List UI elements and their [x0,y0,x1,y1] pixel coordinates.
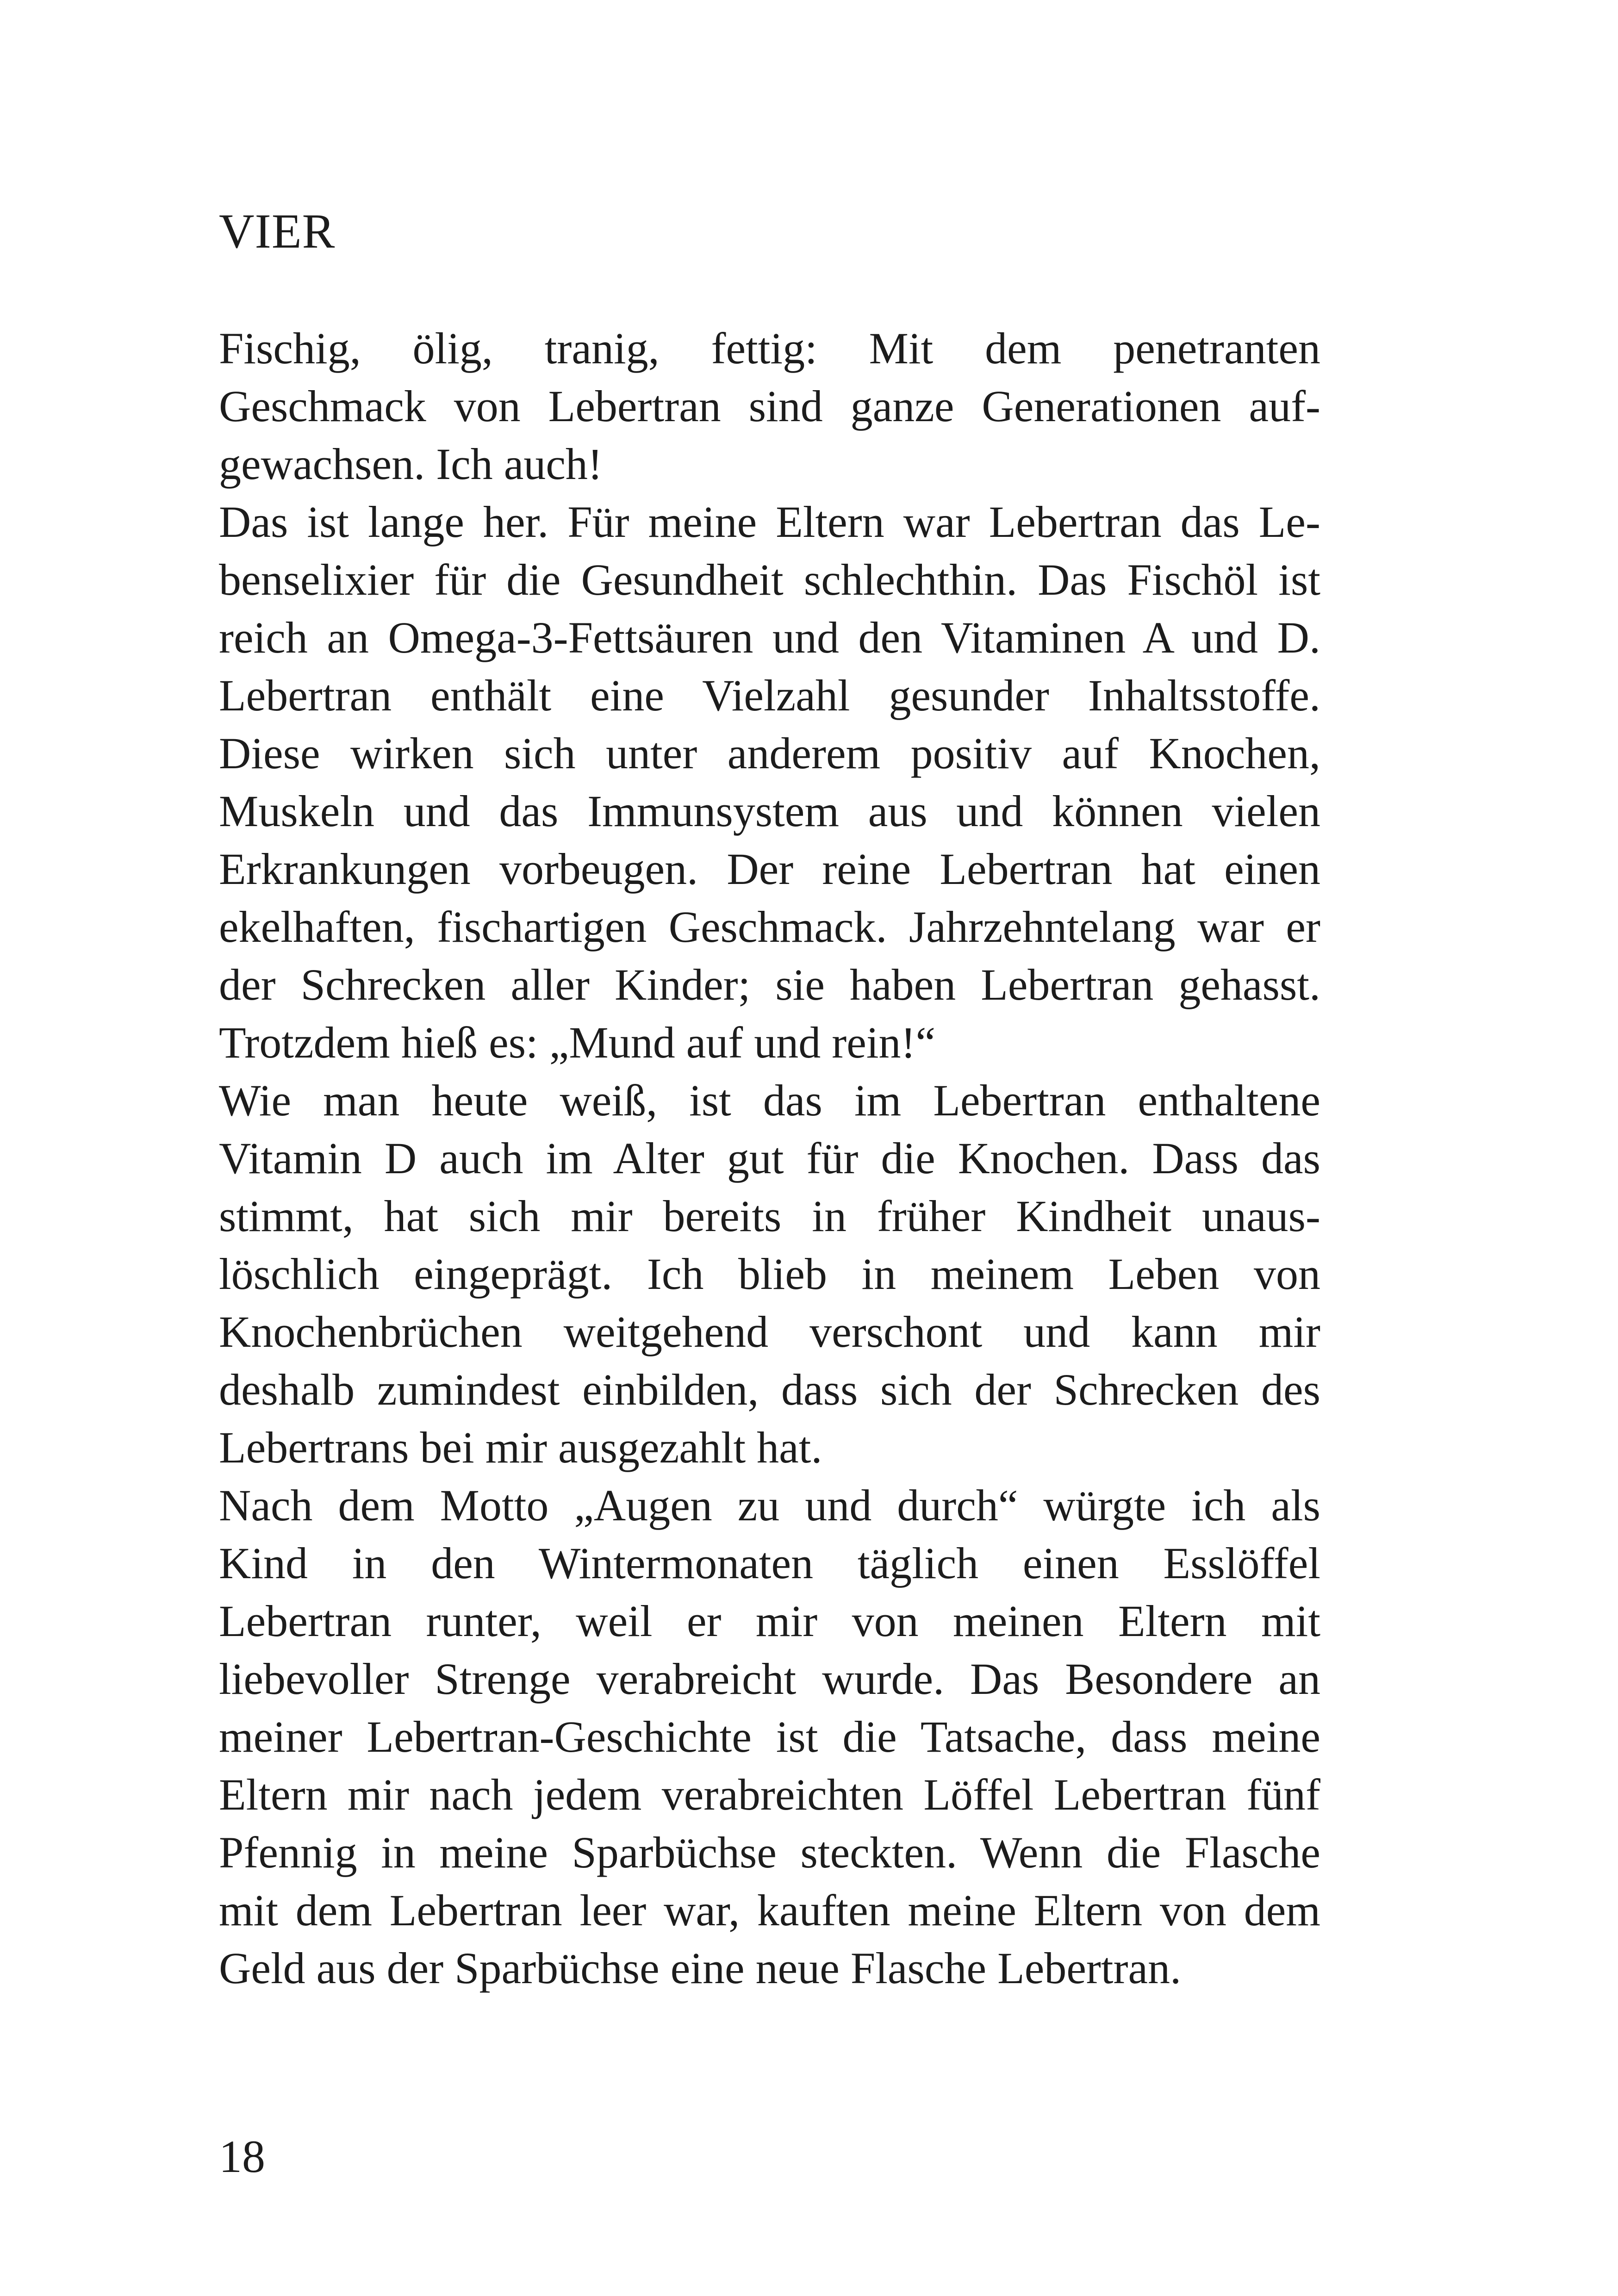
text-line: Wie man heute weiß, ist das im Lebertran enthaltene [219,1076,1320,1125]
text-line: Nach dem Motto „Augen zu und durch“ würgte ich als [219,1481,1320,1530]
page-number: 18 [219,2131,265,2182]
text-line: liebevoller Strenge verabreicht wurde. Das Besondere an [219,1654,1320,1704]
text-line: Trotzdem hieß es: „Mund auf und rein!“ [219,1018,936,1067]
text-line: Lebertrans bei mir ausgezahlt hat. [219,1423,822,1472]
text-line: meiner Lebertran-Geschichte ist die Tatsache, dass meine [219,1712,1320,1761]
text-line: benselixier für die Gesundheit schlechthin. Das Fischöl ist [219,555,1320,604]
text-line: Muskeln und das Immunsystem aus und können vielen [219,786,1320,836]
text-line: mit dem Lebertran leer war, kauften meine Eltern von dem [219,1885,1320,1935]
text-line: Vitamin D auch im Alter gut für die Knochen. Dass das [219,1133,1320,1183]
text-line: Fischig, ölig, tranig, fettig: Mit dem penetranten [219,324,1320,373]
text-line: stimmt, hat sich mir bereits in früher Kindheit unaus- [219,1191,1320,1241]
text-line: Das ist lange her. Für meine Eltern war Lebertran das Le- [219,497,1320,547]
text-line: gewachsen. Ich auch! [219,439,603,489]
text-line: Pfennig in meine Sparbüchse steckten. Wenn die Flasche [219,1828,1320,1877]
text-line: löschlich eingeprägt. Ich blieb in meinem Leben von [219,1249,1320,1299]
text-line: Erkrankungen vorbeugen. Der reine Lebertran hat einen [219,844,1320,894]
text-line: deshalb zumindest einbilden, dass sich der Schrecken des [219,1365,1320,1414]
text-line: Diese wirken sich unter anderem positiv auf Knochen, [219,728,1320,778]
body-text [219,319,1320,1997]
text-line: Geld aus der Sparbüchse eine neue Flasche Lebertran. [219,1943,1182,1993]
chapter-title: VIER [219,204,336,258]
text-line: ekelhaften, fischartigen Geschmack. Jahrzehntelang war er [219,902,1320,952]
text-line: Eltern mir nach jedem verabreichten Löffel Lebertran fünf [219,1770,1320,1819]
text-line: Lebertran runter, weil er mir von meinen Eltern mit [219,1596,1320,1646]
text-line: reich an Omega-3-Fettsäuren und den Vitaminen A und D. [219,613,1320,662]
text-line: der Schrecken aller Kinder; sie haben Lebertran gehasst. [219,960,1320,1009]
text-line: Knochenbrüchen weitgehend verschont und kann mir [219,1307,1320,1356]
text-line: Lebertran enthält eine Vielzahl gesunder Inhaltsstoffe. [219,671,1320,720]
text-line: Kind in den Wintermonaten täglich einen Esslöffel [219,1538,1320,1588]
text-line: Geschmack von Lebertran sind ganze Generationen auf- [219,381,1320,431]
